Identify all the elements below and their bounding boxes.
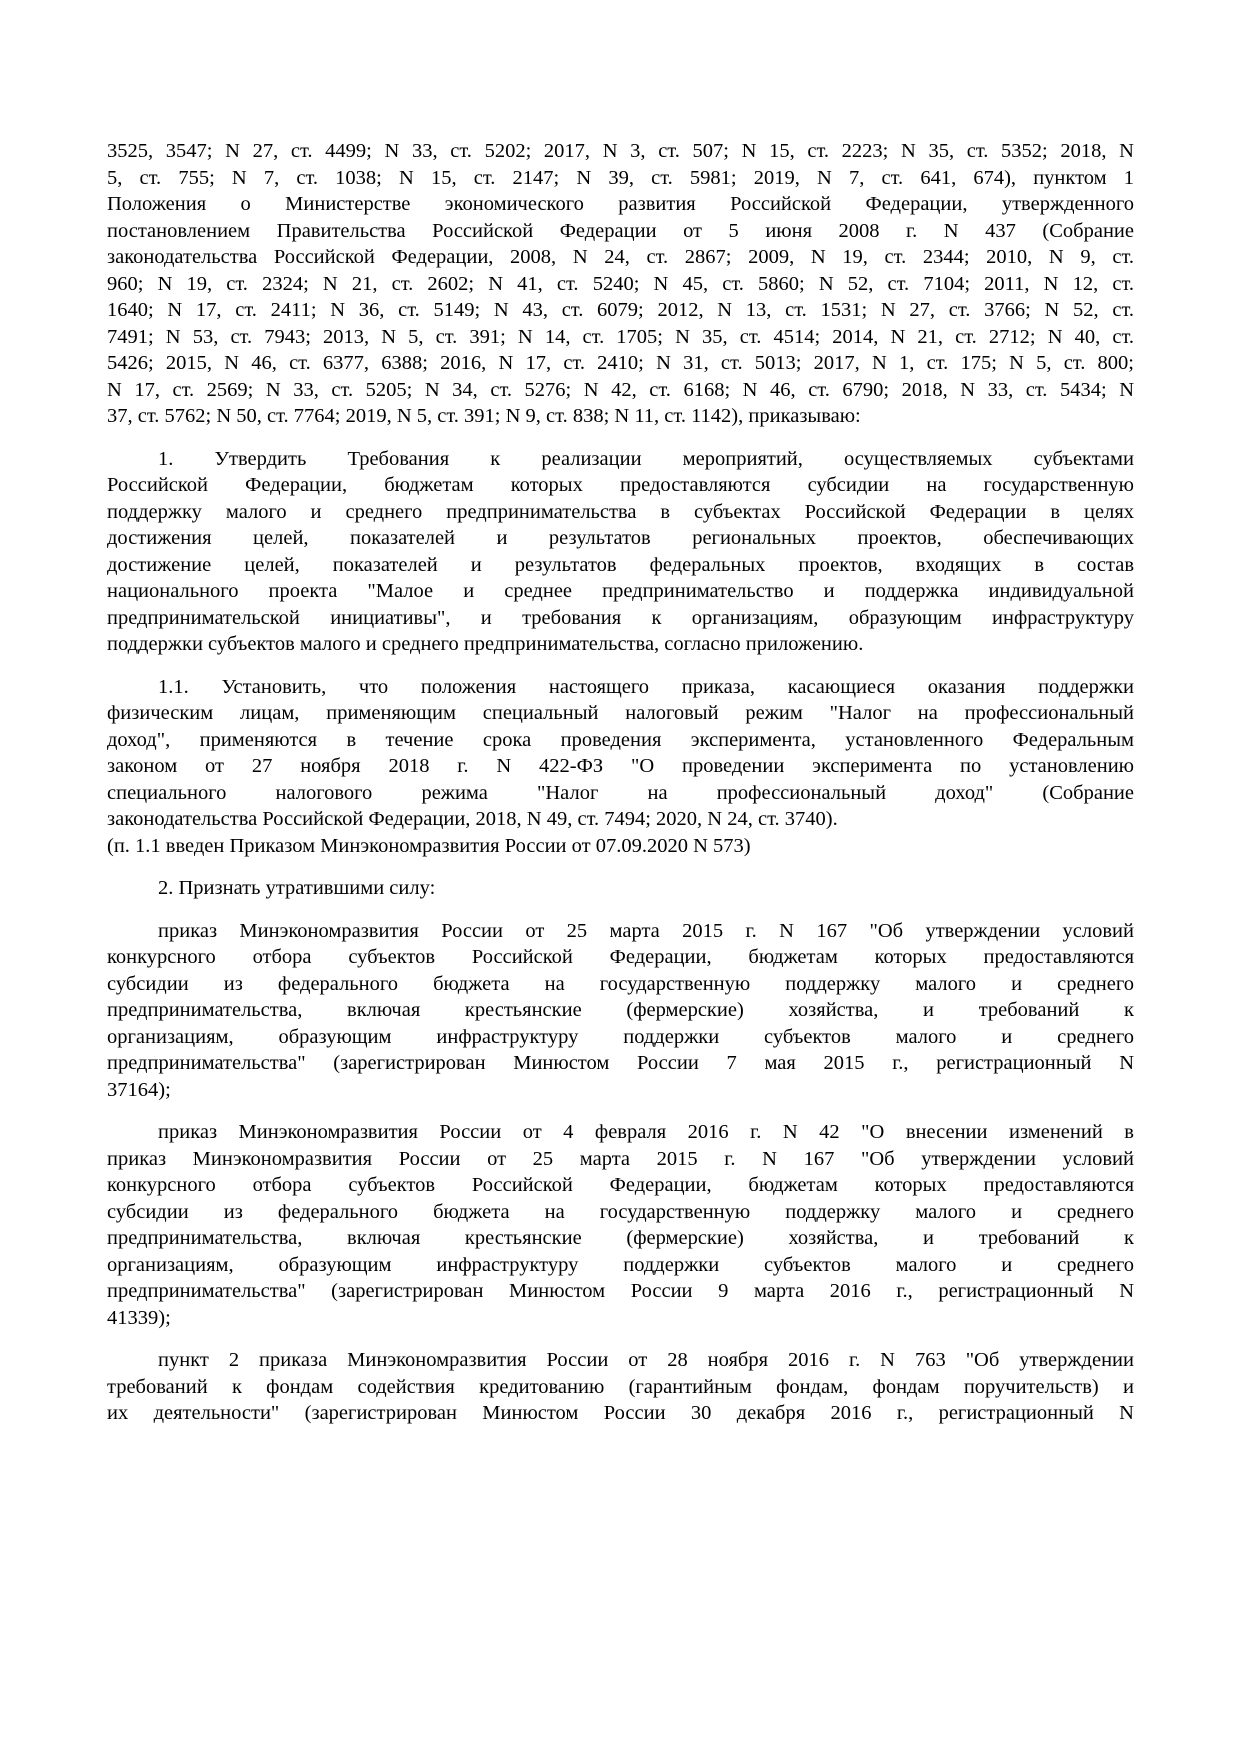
paragraph-gap [107,658,1134,674]
text-line: организациям, образующим инфраструктуру поддержки субъектов малого и среднего [107,1025,1134,1048]
text-line: 37, ст. 5762; N 50, ст. 7764; 2019, N 5, ст. 391; N 9, ст. 838; N 11, ст. 1142), приказываю: [107,405,861,427]
text-line: физическим лицам, применяющим специальный налоговый режим "Налог на профессиональный [107,702,1134,724]
text-line: конкурсного отбора субъектов Российской Федерации, бюджетам которых предоставляются [107,946,1134,968]
paragraph-gap [107,430,1134,446]
text-line: приказ Минэкономразвития России от 25 марта 2015 г. N 167 "Об утверждении условий [158,919,1134,942]
text-line: Положения о Министерстве экономического развития Российской Федерации, утвержденного [107,193,1134,215]
text-line: 2. Признать утратившими силу: [158,877,436,899]
paragraph [107,918,1134,1104]
text-line: требований к фондам содействия кредитованию (гарантийным фондам, фондам поручительств) и [107,1375,1134,1398]
paragraph [107,1119,1134,1331]
paragraph [107,446,1134,658]
text-line: специального налогового режима "Налог на профессиональный доход" (Собрание [107,781,1134,804]
text-line: достижения целей, показателей и результатов региональных проектов, обеспечивающих [107,527,1134,549]
paragraph [107,674,1134,860]
text-line: доход", применяются в течение срока проведения эксперимента, установленного Федеральным [107,728,1134,751]
text-line: пункт 2 приказа Минэкономразвития России от 28 ноября 2016 г. N 763 "Об утверждении [158,1349,1134,1371]
text-line: поддержки субъектов малого и среднего предпринимательства, согласно приложению. [107,633,864,655]
text-line: приказ Минэкономразвития России от 4 февраля 2016 г. N 42 "О внесении изменений в [158,1121,1134,1143]
text-line: 1.1. Установить, что положения настоящего приказа, касающиеся оказания поддержки [158,675,1134,698]
paragraph-gap [107,902,1134,918]
text-line: предпринимательства" (зарегистрирован Минюстом России 9 марта 2016 г., регистрационный N [107,1280,1134,1302]
paragraph [107,138,1134,430]
text-line: 37164); [107,1078,171,1101]
text-line: 5426; 2015, N 46, ст. 6377, 6388; 2016, N 17, ст. 2410; N 31, ст. 5013; 2017, N 1, ст. 175; N 5, ст. 800; [107,352,1134,374]
text-line: организациям, образующим инфраструктуру поддержки субъектов малого и среднего [107,1253,1134,1276]
text-line: предпринимательства, включая крестьянские (фермерские) хозяйства, и требований к [107,1227,1134,1249]
amendment-note: (п. 1.1 введен Приказом Минэкономразвития России от 07.09.2020 N 573) [107,834,751,857]
text-line: субсидии из федерального бюджета на государственную поддержку малого и среднего [107,972,1134,995]
text-line: 1640; N 17, ст. 2411; N 36, ст. 5149; N 43, ст. 6079; 2012, N 13, ст. 1531; N 27, ст. 3766; N 52, ст. [107,299,1134,321]
paragraph-gap [107,859,1134,875]
text-line: N 17, ст. 2569; N 33, ст. 5205; N 34, ст. 5276; N 42, ст. 6168; N 46, ст. 6790; 2018, N 33, ст. 5434; N [107,378,1134,401]
text-line: 41339); [107,1306,171,1329]
text-line: поддержку малого и среднего предпринимательства в субъектах Российской Федерации в целях [107,500,1134,523]
paragraph-gap [107,1103,1134,1119]
text-line: законодательства Российской Федерации, 2008, N 24, ст. 2867; 2009, N 19, ст. 2344; 2010, N 9, ст. [107,246,1134,268]
text-line: предпринимательской инициативы", и требования к организациям, образующим инфраструктуру [107,606,1134,629]
text-line: 960; N 19, ст. 2324; N 21, ст. 2602; N 41, ст. 5240; N 45, ст. 5860; N 52, ст. 7104; 2011, N 12, ст. [107,272,1134,295]
text-line: 1. Утвердить Требования к реализации мероприятий, осуществляемых субъектами [158,447,1134,470]
text-line: 3525, 3547; N 27, ст. 4499; N 33, ст. 5202; 2017, N 3, ст. 507; N 15, ст. 2223; N 35, ст. 5352; 2018, N [107,140,1134,162]
text-line: конкурсного отбора субъектов Российской Федерации, бюджетам которых предоставляются [107,1174,1134,1196]
text-line: достижение целей, показателей и результатов федеральных проектов, входящих в состав [107,553,1134,576]
text-line: законом от 27 ноября 2018 г. N 422-ФЗ "О проведении эксперимента по установлению [107,755,1134,777]
text-line: национального проекта "Малое и среднее предпринимательство и поддержка индивидуальной [107,580,1134,602]
text-line: законодательства Российской Федерации, 2018, N 49, ст. 7494; 2020, N 24, ст. 3740). [107,808,838,830]
paragraph-gap [107,1331,1134,1347]
text-line: предпринимательства" (зарегистрирован Минюстом России 7 мая 2015 г., регистрационный N [107,1052,1134,1074]
text-line: субсидии из федерального бюджета на государственную поддержку малого и среднего [107,1200,1134,1223]
text-line: предпринимательства, включая крестьянские (фермерские) хозяйства, и требований к [107,999,1134,1021]
document-page [107,138,1134,1427]
text-line: их деятельности" (зарегистрирован Минюстом России 30 декабря 2016 г., регистрационный N [107,1402,1134,1424]
text-line: Российской Федерации, бюджетам которых предоставляются субсидии на государственную [107,474,1134,496]
text-line: приказ Минэкономразвития России от 25 марта 2015 г. N 167 "Об утверждении условий [107,1147,1134,1170]
paragraph [107,1347,1134,1427]
text-line: 5, ст. 755; N 7, ст. 1038; N 15, ст. 2147; N 39, ст. 5981; 2019, N 7, ст. 641, 674), пунктом 1 [107,166,1134,189]
paragraph [107,875,1134,902]
text-line: постановлением Правительства Российской Федерации от 5 июня 2008 г. N 437 (Собрание [107,219,1134,242]
text-line: 7491; N 53, ст. 7943; 2013, N 5, ст. 391; N 14, ст. 1705; N 35, ст. 4514; 2014, N 21, ст. 2712; N 40, ст. [107,325,1134,348]
